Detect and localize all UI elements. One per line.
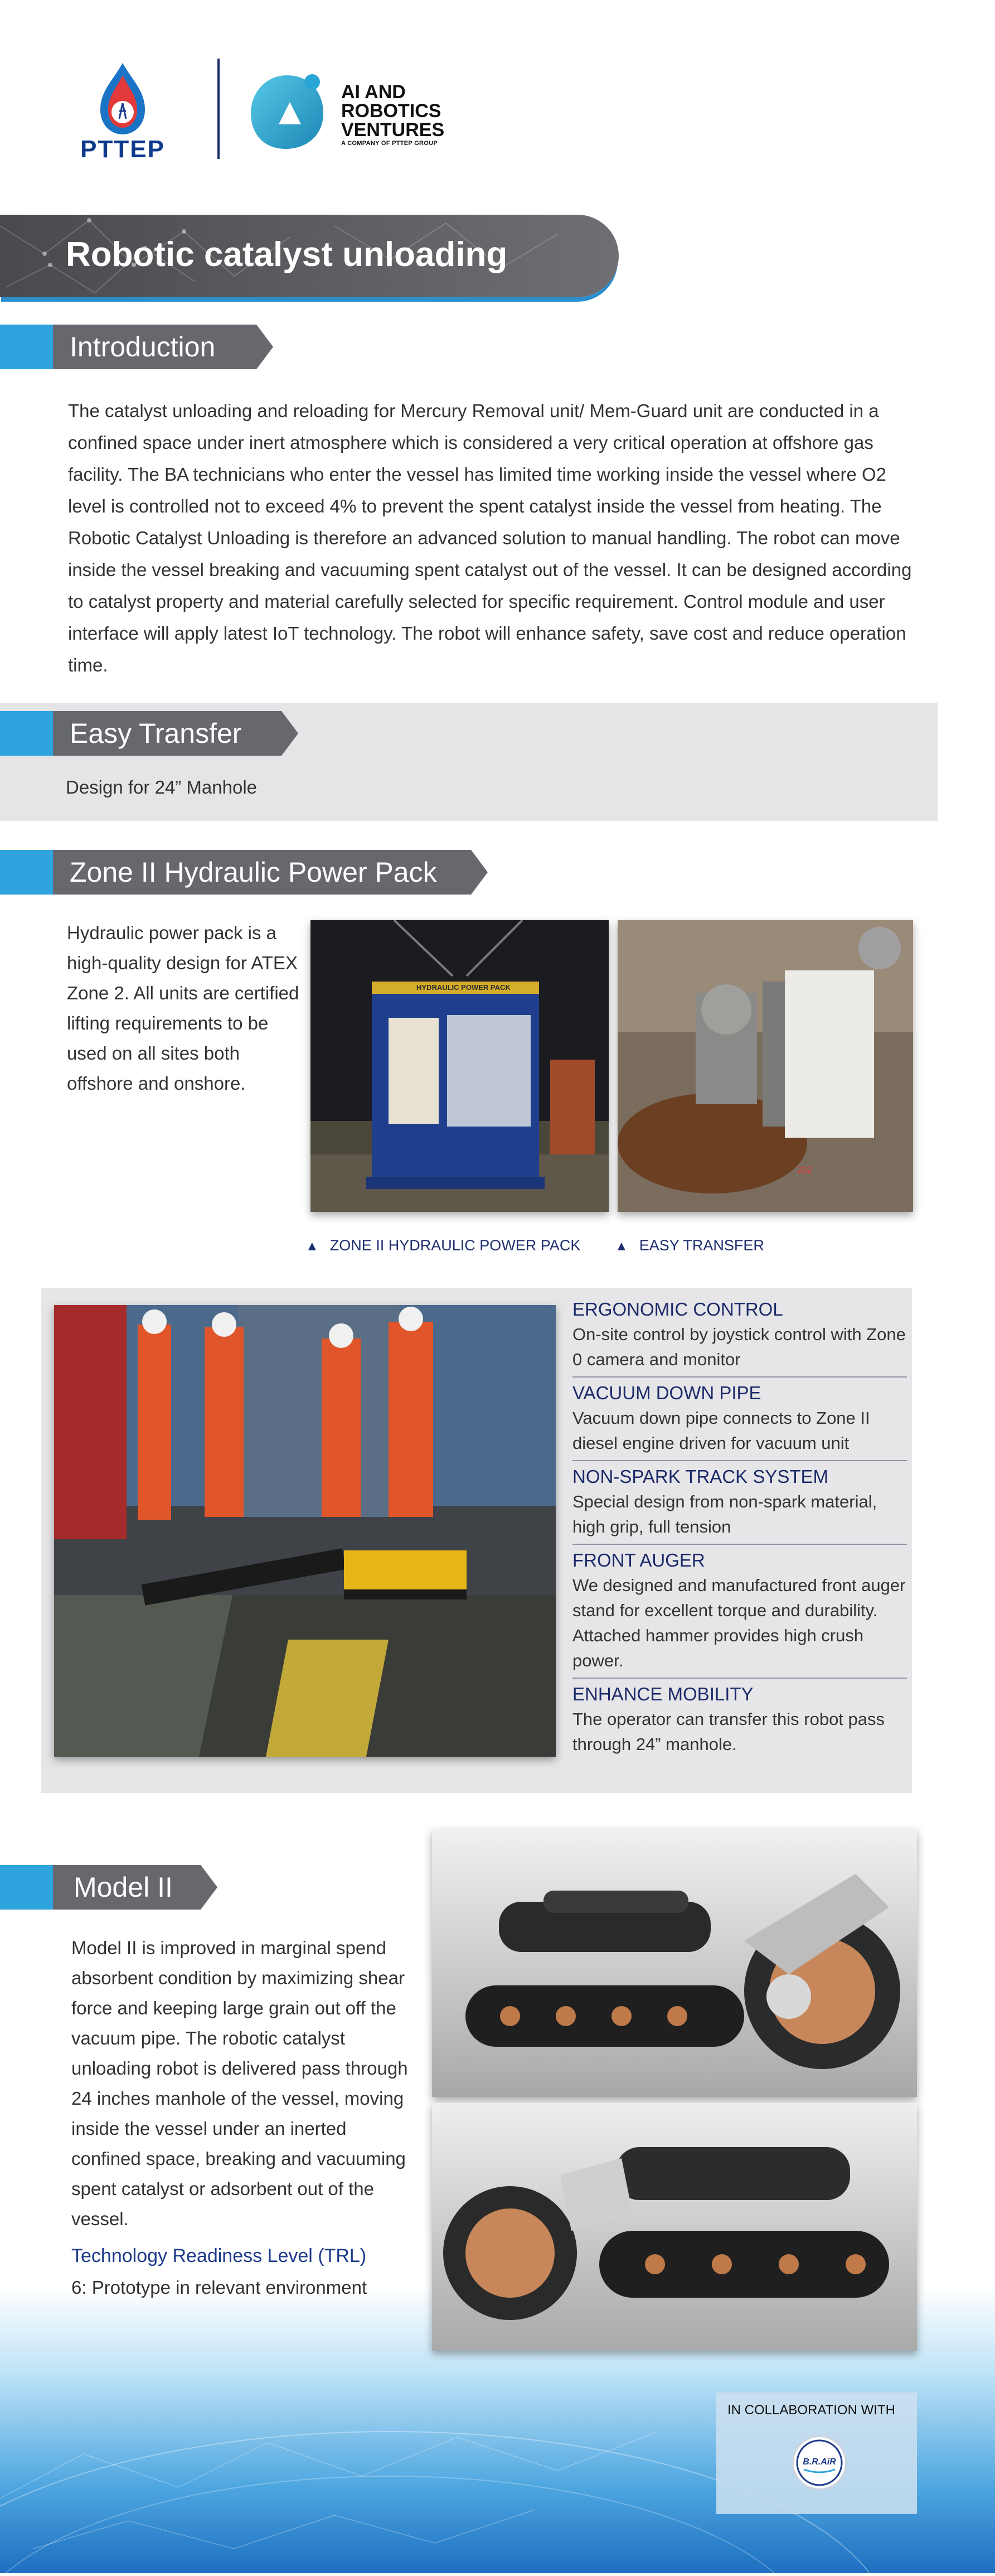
feature-body: Vacuum down pipe connects to Zone II diesel engine driven for vacuum unit: [572, 1408, 870, 1453]
section-marker: [0, 1865, 61, 1910]
pttep-flame-icon: [61, 59, 184, 137]
hydraulic-heading: Zone II Hydraulic Power Pack: [70, 857, 437, 888]
power-pack-photo: [310, 920, 609, 1212]
caption-power-pack-text: ZONE II HYDRAULIC POWER PACK: [329, 1237, 581, 1254]
arv-line-1: AI AND: [341, 81, 406, 103]
arv-line-3: VENTURES: [341, 119, 445, 141]
title-banner: [0, 215, 619, 297]
model2-render-bottom: [432, 2103, 917, 2351]
feature-list: [572, 1294, 907, 1761]
brair-logo: [792, 2435, 847, 2491]
caption-easy-transfer: [615, 1237, 764, 1254]
section-marker: [0, 325, 61, 369]
hydraulic-body: Hydraulic power pack is a high-quality design for ATEX Zone 2. All units are certified lifting requirements to be used on all sites both offshore and onshore.: [67, 922, 299, 1094]
photo-date-stamp: 202: [797, 1166, 812, 1175]
easy-transfer-photo: [618, 920, 913, 1212]
feature-body: The operator can transfer this robot pass through 24” manhole.: [572, 1709, 885, 1754]
caption-power-pack: [305, 1237, 580, 1254]
collaboration-label: IN COLLABORATION WITH: [727, 2403, 895, 2418]
feature-item: [572, 1461, 907, 1545]
model2-render-top: [432, 1829, 917, 2097]
section-marker: [0, 850, 61, 895]
trl-value: 6: Prototype in relevant environment: [71, 2277, 367, 2298]
feature-body: We designed and manufactured front auger stand for excellent torque and durability. Attached hammer provides high crush power.: [572, 1575, 906, 1670]
feature-title: FRONT AUGER: [572, 1550, 705, 1570]
pttep-logo: [61, 59, 184, 165]
feature-body: On-site control by joystick control with Zone 0 camera and monitor: [572, 1325, 906, 1369]
model2-body: Model II is improved in marginal spend absorbent condition by maximizing shear force and keeping large grain out off the vacuum pipe. The robotic catalyst unloading robot is delivered pass through 24 inches manhole of the vessel, moving inside the vessel under an inerted confined space, breaking and vacuuming spent catalyst or adsorbent out of the vessel.: [71, 1937, 408, 2229]
triangle-up-icon: ▲: [615, 1239, 628, 1254]
arv-line-2: ROBOTICS: [341, 100, 441, 122]
arv-tagline: A COMPANY OF PTTEP GROUP: [341, 140, 438, 147]
feature-item: [572, 1378, 907, 1461]
caption-easy-transfer-text: EASY TRANSFER: [639, 1237, 764, 1254]
introduction-heading: Introduction: [70, 331, 216, 363]
page-title: Robotic catalyst unloading: [66, 235, 508, 274]
feature-title: ERGONOMIC CONTROL: [572, 1299, 783, 1320]
brair-wordmark: B.R.AiR: [803, 2457, 836, 2467]
feature-title: ENHANCE MOBILITY: [572, 1684, 754, 1704]
easy-transfer-heading: Easy Transfer: [70, 718, 242, 749]
model2-heading: Model II: [74, 1872, 173, 1903]
power-pack-frame-label: HYDRAULIC POWER PACK: [416, 983, 511, 992]
feature-item: [572, 1679, 907, 1761]
logo-divider: [217, 59, 220, 159]
introduction-body: The catalyst unloading and reloading for Mercury Removal unit/ Mem-Guard unit are conducted in a confined space under inert atmosphere which is considered a very critical operation at offshore gas facility. The BA technicians who enter the vessel has limited time working inside the vessel where O2 level is controlled not to exceed 4% to prevent the spent catalyst inside the vessel from heating. The Robotic Catalyst Unloading is therefore an advanced solution to manual handling. The robot can move inside the vessel breaking and vacuuming spent catalyst out of the vessel. It can be designed according to catalyst property and material carefully selected for specific requirement. Control module and user interface will apply latest IoT technology. The robot will enhance safety, save cost and reduce operation time.: [68, 400, 912, 675]
triangle-up-icon: ▲: [305, 1239, 319, 1254]
arv-wordmark: [341, 83, 444, 147]
section-marker: [0, 711, 61, 756]
feature-item: [572, 1294, 907, 1378]
feature-title: NON-SPARK TRACK SYSTEM: [572, 1466, 829, 1487]
trl-title: Technology Readiness Level (TRL): [71, 2245, 367, 2266]
arv-logo-icon: [245, 70, 329, 153]
robot-field-photo: [54, 1305, 556, 1757]
pttep-wordmark: PTTEP: [80, 136, 165, 163]
feature-item: [572, 1545, 907, 1679]
feature-body: Special design from non-spark material, high grip, full tension: [572, 1492, 877, 1536]
feature-title: VACUUM DOWN PIPE: [572, 1383, 761, 1403]
easy-transfer-subtitle: Design for 24” Manhole: [66, 777, 258, 798]
